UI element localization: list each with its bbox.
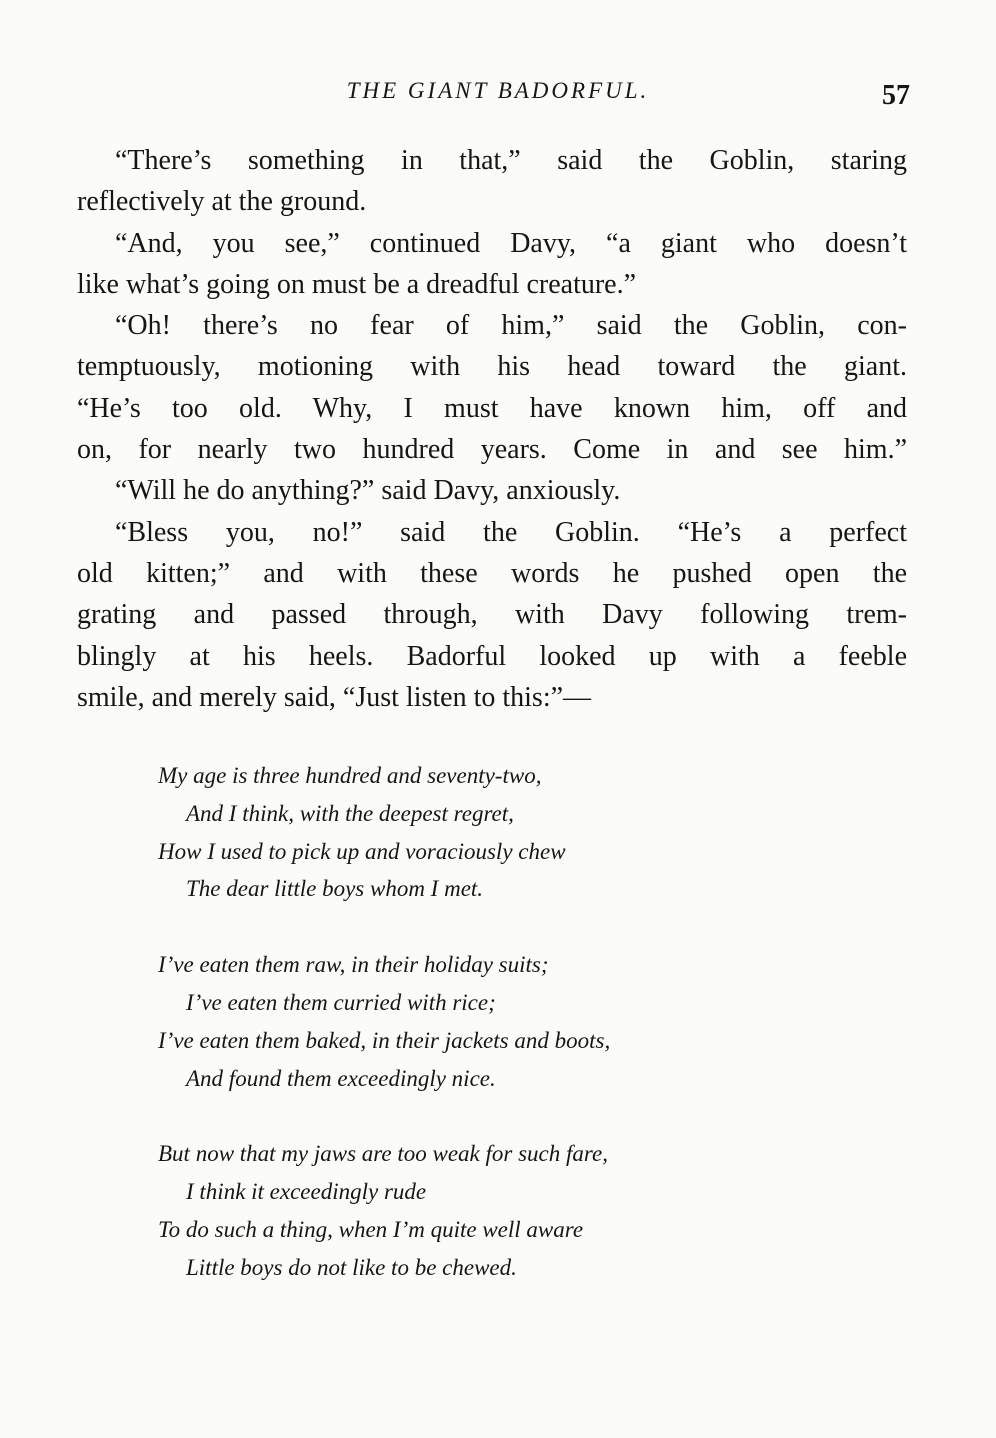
poem-line: And I think, with the deepest regret, (186, 800, 514, 826)
prose-line: “He’s too old. Why, I must have known him, off and (77, 392, 907, 424)
prose-line: reflectively at the ground. (77, 186, 367, 218)
poem-line: To do such a thing, when I’m quite well aware (158, 1216, 584, 1242)
prose-line: “Will he do anything?” said Davy, anxiously. (115, 475, 621, 507)
prose-line: “Oh! there’s no fear of him,” said the Goblin, con- (115, 310, 907, 342)
poem-line: I think it exceedingly rude (186, 1179, 427, 1205)
poem-stanza (158, 757, 878, 908)
prose-line: smile, and merely said, “Just listen to this:”— (77, 681, 592, 713)
prose-line: “And, you see,” continued Davy, “a giant who doesn’t (115, 227, 907, 259)
prose-body (77, 140, 907, 718)
prose-line: grating and passed through, with Davy following trem- (77, 599, 907, 631)
prose-line: temptuously, motioning with his head toward the giant. (77, 351, 907, 383)
poem-stanza (158, 946, 878, 1097)
poem-line: And found them exceedingly nice. (186, 1065, 496, 1091)
prose-line: blingly at his heels. Badorful looked up with a feeble (77, 640, 907, 672)
poem-line: Little boys do not like to be chewed. (186, 1254, 517, 1280)
poem-line: My age is three hundred and seventy-two, (158, 763, 542, 788)
running-title: THE GIANT BADORFUL. (346, 78, 650, 103)
prose-line: “There’s something in that,” said the Goblin, staring (115, 145, 907, 176)
poem-line: The dear little boys whom I met. (186, 876, 484, 902)
prose-line: like what’s going on must be a dreadful creature.” (77, 268, 637, 300)
poem-line: But now that my jaws are too weak for such fare, (158, 1141, 608, 1167)
prose-line: “Bless you, no!” said the Goblin. “He’s a perfect (115, 516, 907, 548)
poem-line: How I used to pick up and voraciously chew (158, 838, 566, 864)
prose-line: on, for nearly two hundred years. Come in and see him.” (77, 434, 907, 466)
poem (158, 757, 878, 1325)
poem-stanza (158, 1135, 878, 1286)
poem-line: I’ve eaten them curried with rice; (186, 989, 496, 1015)
poem-line: I’ve eaten them raw, in their holiday suits; (158, 952, 549, 978)
page-number: 57 (882, 80, 910, 111)
prose-line: old kitten;” and with these words he pushed open the (77, 557, 907, 589)
poem-line: I’ve eaten them baked, in their jackets and boots, (158, 1027, 611, 1053)
